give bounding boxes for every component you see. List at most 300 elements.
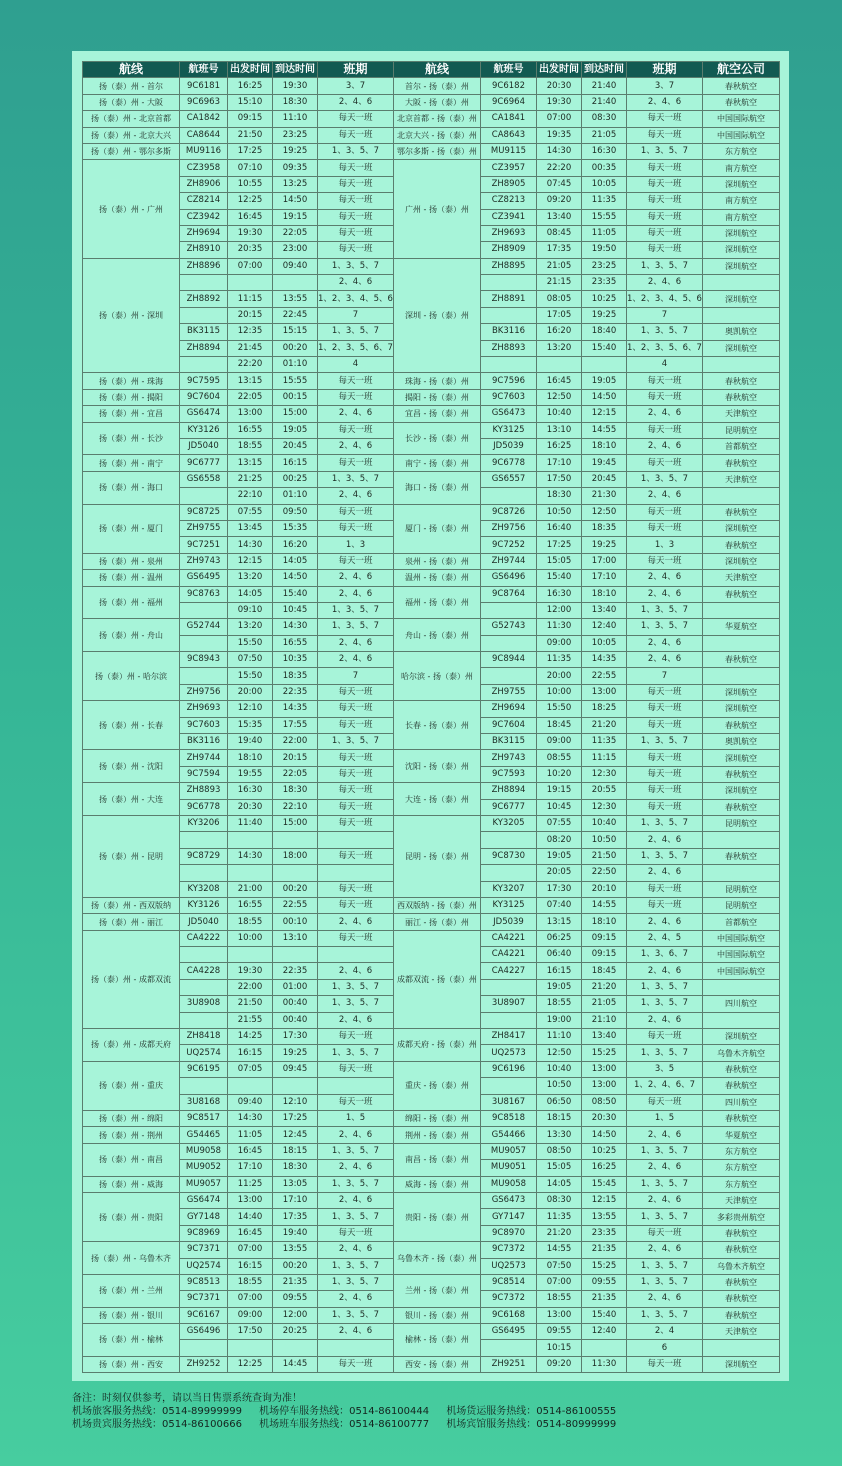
route-out-cell: 扬（泰）州 - 榆林: [83, 1324, 180, 1357]
depart-out-cell: 21:55: [228, 1012, 273, 1028]
depart-in-cell: 21:15: [537, 275, 582, 291]
arrive-out-cell: 22:10: [273, 799, 318, 815]
hotline-cargo: 机场货运服务热线：0514-86100555: [446, 1406, 617, 1417]
airline-cell: 深圳航空: [703, 750, 780, 766]
airline-cell: 春秋航空: [703, 766, 780, 782]
route-in-cell: 荆州 - 扬（泰）州: [394, 1127, 481, 1143]
flight-no-out-cell: 3U8908: [180, 996, 228, 1012]
days-in-cell: 1、3、5、7: [627, 1307, 703, 1323]
days-in-cell: 2、4、6: [627, 1160, 703, 1176]
depart-out-cell: 21:25: [228, 471, 273, 487]
depart-out-cell: 07:55: [228, 504, 273, 520]
depart-out-cell: 12:10: [228, 701, 273, 717]
flight-no-out-cell: UQ2574: [180, 1045, 228, 1061]
route-in-cell: 成都双流 - 扬（泰）州: [394, 930, 481, 1028]
flight-no-out-cell: [180, 488, 228, 504]
days-out-cell: 每天一班: [318, 176, 394, 192]
arrive-out-cell: 09:40: [273, 258, 318, 274]
route-out-cell: 扬（泰）州 - 南宁: [83, 455, 180, 471]
arrive-out-cell: 18:35: [273, 668, 318, 684]
flight-no-in-cell: 9C7603: [481, 389, 537, 405]
depart-out-cell: 13:45: [228, 520, 273, 536]
arrive-in-cell: 10:25: [582, 1143, 627, 1159]
depart-in-cell: 09:55: [537, 1324, 582, 1340]
arrive-in-cell: 15:45: [582, 1176, 627, 1192]
depart-in-cell: 08:45: [537, 225, 582, 241]
arrive-out-cell: 22:05: [273, 766, 318, 782]
days-in-cell: 每天一班: [627, 389, 703, 405]
arrive-out-cell: 22:35: [273, 963, 318, 979]
col-header-airline: 航空公司: [703, 62, 780, 78]
days-in-cell: 2、4、6: [627, 488, 703, 504]
flight-no-in-cell: 9C7372: [481, 1242, 537, 1258]
arrive-out-cell: 14:05: [273, 553, 318, 569]
flight-no-in-cell: 9C6182: [481, 78, 537, 94]
flight-no-in-cell: ZH9743: [481, 750, 537, 766]
table-row: [83, 652, 780, 668]
arrive-out-cell: 15:35: [273, 520, 318, 536]
depart-out-cell: 18:55: [228, 1274, 273, 1290]
airline-cell: 深圳航空: [703, 176, 780, 192]
route-in-cell: 长春 - 扬（泰）州: [394, 701, 481, 750]
route-out-cell: 扬（泰）州 - 温州: [83, 570, 180, 586]
flight-no-in-cell: ZH8905: [481, 176, 537, 192]
airline-cell: [703, 488, 780, 504]
route-out-cell: 扬（泰）州 - 鄂尔多斯: [83, 143, 180, 159]
arrive-in-cell: 13:40: [582, 1029, 627, 1045]
depart-in-cell: 11:10: [537, 1029, 582, 1045]
arrive-out-cell: 01:00: [273, 979, 318, 995]
flight-no-in-cell: MU9057: [481, 1143, 537, 1159]
route-out-cell: 扬（泰）州 - 珠海: [83, 373, 180, 389]
days-in-cell: 每天一班: [627, 684, 703, 700]
route-in-cell: 兰州 - 扬（泰）州: [394, 1274, 481, 1307]
airline-cell: 深圳航空: [703, 225, 780, 241]
table-row: [83, 1176, 780, 1192]
days-out-cell: 每天一班: [318, 930, 394, 946]
depart-out-cell: 21:45: [228, 340, 273, 356]
depart-in-cell: 10:40: [537, 406, 582, 422]
days-in-cell: 1、3、5、7: [627, 258, 703, 274]
arrive-out-cell: 18:00: [273, 848, 318, 864]
depart-out-cell: 13:20: [228, 619, 273, 635]
flight-no-in-cell: ZH9693: [481, 225, 537, 241]
depart-in-cell: 14:30: [537, 143, 582, 159]
arrive-out-cell: 13:55: [273, 1242, 318, 1258]
depart-in-cell: 16:30: [537, 586, 582, 602]
flight-no-in-cell: MU9051: [481, 1160, 537, 1176]
depart-in-cell: 16:40: [537, 520, 582, 536]
airline-cell: 深圳航空: [703, 701, 780, 717]
route-out-cell: 扬（泰）州 - 哈尔滨: [83, 652, 180, 701]
arrive-in-cell: 18:25: [582, 701, 627, 717]
arrive-out-cell: 16:20: [273, 537, 318, 553]
route-out-cell: 扬（泰）州 - 海口: [83, 471, 180, 504]
depart-out-cell: 15:35: [228, 717, 273, 733]
route-out-cell: 扬（泰）州 - 重庆: [83, 1061, 180, 1110]
depart-out-cell: 20:35: [228, 242, 273, 258]
days-out-cell: 每天一班: [318, 684, 394, 700]
flight-no-out-cell: ZH9756: [180, 684, 228, 700]
days-in-cell: 2、4、6: [627, 1012, 703, 1028]
days-in-cell: 2、4、6: [627, 832, 703, 848]
arrive-in-cell: 18:10: [582, 586, 627, 602]
days-out-cell: 每天一班: [318, 766, 394, 782]
route-out-cell: 扬（泰）州 - 威海: [83, 1176, 180, 1192]
flight-no-in-cell: CZ3957: [481, 160, 537, 176]
days-out-cell: 1、3、5、7: [318, 324, 394, 340]
flight-no-in-cell: BK3115: [481, 734, 537, 750]
depart-in-cell: 22:20: [537, 160, 582, 176]
days-out-cell: 每天一班: [318, 389, 394, 405]
depart-out-cell: 20:00: [228, 684, 273, 700]
depart-in-cell: 17:05: [537, 307, 582, 323]
arrive-in-cell: 13:00: [582, 684, 627, 700]
route-out-cell: 扬（泰）州 - 宜昌: [83, 406, 180, 422]
days-in-cell: 1、3、6、7: [627, 947, 703, 963]
arrive-out-cell: 00:20: [273, 1258, 318, 1274]
days-out-cell: 7: [318, 668, 394, 684]
arrive-out-cell: 18:30: [273, 1160, 318, 1176]
days-in-cell: 2、4、6: [627, 438, 703, 454]
flight-no-out-cell: [180, 602, 228, 618]
arrive-in-cell: 12:40: [582, 1324, 627, 1340]
footer-hotline-row-2: [72, 1418, 630, 1431]
days-in-cell: 每天一班: [627, 750, 703, 766]
depart-in-cell: 08:05: [537, 291, 582, 307]
days-out-cell: 2、4、6: [318, 438, 394, 454]
flight-no-in-cell: ZH8895: [481, 258, 537, 274]
flight-no-out-cell: BK3115: [180, 324, 228, 340]
days-in-cell: 每天一班: [627, 373, 703, 389]
route-in-cell: 威海 - 扬（泰）州: [394, 1176, 481, 1192]
flight-no-out-cell: 9C7251: [180, 537, 228, 553]
route-in-cell: 宜昌 - 扬（泰）州: [394, 406, 481, 422]
depart-in-cell: 08:20: [537, 832, 582, 848]
arrive-out-cell: 19:40: [273, 1225, 318, 1241]
depart-out-cell: 13:00: [228, 1192, 273, 1208]
table-row: [83, 422, 780, 438]
arrive-in-cell: 14:35: [582, 652, 627, 668]
flight-no-out-cell: 3U8168: [180, 1094, 228, 1110]
arrive-out-cell: 16:55: [273, 635, 318, 651]
airline-cell: 中国国际航空: [703, 963, 780, 979]
table-row: [83, 1143, 780, 1159]
arrive-out-cell: [273, 865, 318, 881]
days-in-cell: 1、3、5、7: [627, 1258, 703, 1274]
airline-cell: [703, 357, 780, 373]
days-in-cell: 每天一班: [627, 193, 703, 209]
depart-out-cell: [228, 1340, 273, 1356]
arrive-out-cell: 17:10: [273, 1192, 318, 1208]
days-out-cell: 1、3、5、7: [318, 996, 394, 1012]
depart-out-cell: 12:15: [228, 553, 273, 569]
flight-no-out-cell: CZ3958: [180, 160, 228, 176]
route-out-cell: 扬（泰）州 - 福州: [83, 586, 180, 619]
days-out-cell: 每天一班: [318, 897, 394, 913]
arrive-out-cell: 20:25: [273, 1324, 318, 1340]
route-in-cell: 大连 - 扬（泰）州: [394, 783, 481, 816]
days-in-cell: 1、3、5、7: [627, 1274, 703, 1290]
airline-cell: 四川航空: [703, 1094, 780, 1110]
arrive-out-cell: 23:00: [273, 242, 318, 258]
route-out-cell: 扬（泰）州 - 舟山: [83, 619, 180, 652]
arrive-out-cell: 12:45: [273, 1127, 318, 1143]
arrive-in-cell: 09:15: [582, 930, 627, 946]
days-out-cell: 每天一班: [318, 193, 394, 209]
arrive-in-cell: 17:00: [582, 553, 627, 569]
depart-in-cell: 13:00: [537, 1307, 582, 1323]
days-in-cell: 1、3、5、7: [627, 848, 703, 864]
airline-cell: 春秋航空: [703, 1274, 780, 1290]
arrive-in-cell: 13:55: [582, 1209, 627, 1225]
flight-no-in-cell: 9C6778: [481, 455, 537, 471]
airline-cell: 乌鲁木齐航空: [703, 1258, 780, 1274]
table-row: [83, 1192, 780, 1208]
airline-cell: 春秋航空: [703, 1242, 780, 1258]
route-out-cell: 扬（泰）州 - 深圳: [83, 258, 180, 373]
route-in-cell: 贵阳 - 扬（泰）州: [394, 1192, 481, 1241]
flight-no-out-cell: [180, 832, 228, 848]
days-out-cell: 每天一班: [318, 701, 394, 717]
arrive-out-cell: 00:40: [273, 996, 318, 1012]
flight-no-in-cell: 9C8944: [481, 652, 537, 668]
days-in-cell: 2、4、6: [627, 570, 703, 586]
flight-no-in-cell: [481, 832, 537, 848]
arrive-out-cell: 16:15: [273, 455, 318, 471]
airline-cell: [703, 979, 780, 995]
airline-cell: 昆明航空: [703, 881, 780, 897]
depart-in-cell: 21:05: [537, 258, 582, 274]
depart-in-cell: 08:30: [537, 1192, 582, 1208]
depart-out-cell: 11:25: [228, 1176, 273, 1192]
days-in-cell: 1、2、4、6、7: [627, 1078, 703, 1094]
arrive-out-cell: 17:30: [273, 1029, 318, 1045]
depart-in-cell: 07:50: [537, 1258, 582, 1274]
depart-out-cell: 21:00: [228, 881, 273, 897]
depart-out-cell: 22:05: [228, 389, 273, 405]
arrive-out-cell: 13:10: [273, 930, 318, 946]
depart-out-cell: 16:55: [228, 897, 273, 913]
flight-no-out-cell: GS6474: [180, 406, 228, 422]
days-out-cell: 2、4、6: [318, 570, 394, 586]
days-out-cell: 每天一班: [318, 553, 394, 569]
flight-no-in-cell: GS6473: [481, 1192, 537, 1208]
route-out-cell: 扬（泰）州 - 兰州: [83, 1274, 180, 1307]
flight-no-in-cell: CA1841: [481, 111, 537, 127]
flight-no-in-cell: ZH8894: [481, 783, 537, 799]
depart-out-cell: 10:00: [228, 930, 273, 946]
depart-in-cell: 09:20: [537, 193, 582, 209]
flight-no-in-cell: MU9058: [481, 1176, 537, 1192]
depart-out-cell: 19:30: [228, 963, 273, 979]
airline-cell: 深圳航空: [703, 340, 780, 356]
table-row: [83, 570, 780, 586]
flight-no-out-cell: CZ8214: [180, 193, 228, 209]
arrive-in-cell: 22:50: [582, 865, 627, 881]
arrive-out-cell: 22:45: [273, 307, 318, 323]
days-in-cell: 1、3、5、7: [627, 1143, 703, 1159]
flight-no-in-cell: [481, 307, 537, 323]
depart-out-cell: 10:55: [228, 176, 273, 192]
days-in-cell: 每天一班: [627, 1356, 703, 1372]
depart-in-cell: 09:20: [537, 1356, 582, 1372]
arrive-in-cell: 17:10: [582, 570, 627, 586]
arrive-out-cell: 00:10: [273, 914, 318, 930]
arrive-in-cell: 13:00: [582, 1078, 627, 1094]
days-in-cell: 2、4、6: [627, 406, 703, 422]
arrive-out-cell: 00:40: [273, 1012, 318, 1028]
arrive-in-cell: [582, 357, 627, 373]
depart-out-cell: 07:00: [228, 1291, 273, 1307]
days-out-cell: 每天一班: [318, 127, 394, 143]
flight-no-out-cell: [180, 668, 228, 684]
table-row: [83, 586, 780, 602]
arrive-out-cell: 17:55: [273, 717, 318, 733]
flight-no-out-cell: CA1842: [180, 111, 228, 127]
route-in-cell: 西双版纳 - 扬（泰）州: [394, 897, 481, 913]
depart-in-cell: 17:30: [537, 881, 582, 897]
table-row: [83, 1307, 780, 1323]
flight-no-in-cell: ZH9755: [481, 684, 537, 700]
flight-no-out-cell: ZH9743: [180, 553, 228, 569]
flight-no-in-cell: CA4221: [481, 947, 537, 963]
flight-no-in-cell: [481, 979, 537, 995]
days-in-cell: 每天一班: [627, 504, 703, 520]
airline-cell: 春秋航空: [703, 652, 780, 668]
depart-in-cell: 19:05: [537, 979, 582, 995]
days-in-cell: 1、3、5、7: [627, 815, 703, 831]
depart-out-cell: 12:35: [228, 324, 273, 340]
flight-no-out-cell: ZH9252: [180, 1356, 228, 1372]
flight-no-in-cell: KY3125: [481, 897, 537, 913]
arrive-out-cell: [273, 275, 318, 291]
flight-no-out-cell: [180, 979, 228, 995]
route-out-cell: 扬（泰）州 - 荆州: [83, 1127, 180, 1143]
arrive-in-cell: 21:20: [582, 979, 627, 995]
route-in-cell: 首尔 - 扬（泰）州: [394, 78, 481, 94]
days-in-cell: 每天一班: [627, 1094, 703, 1110]
depart-in-cell: 20:30: [537, 78, 582, 94]
flight-no-out-cell: MU9058: [180, 1143, 228, 1159]
days-out-cell: 1、3、5、7: [318, 1274, 394, 1290]
depart-out-cell: 14:30: [228, 1111, 273, 1127]
route-in-cell: 西安 - 扬（泰）州: [394, 1356, 481, 1372]
arrive-in-cell: 00:35: [582, 160, 627, 176]
days-in-cell: 1、3、5、7: [627, 471, 703, 487]
arrive-in-cell: 19:45: [582, 455, 627, 471]
depart-in-cell: 10:00: [537, 684, 582, 700]
arrive-out-cell: 13:05: [273, 1176, 318, 1192]
depart-out-cell: [228, 1078, 273, 1094]
route-out-cell: 扬（泰）州 - 成都天府: [83, 1029, 180, 1062]
days-in-cell: 2、4: [627, 1324, 703, 1340]
days-in-cell: 1、3、5、7: [627, 996, 703, 1012]
airline-cell: 天津航空: [703, 1192, 780, 1208]
arrive-in-cell: 12:30: [582, 766, 627, 782]
route-in-cell: 哈尔滨 - 扬（泰）州: [394, 652, 481, 701]
flight-no-in-cell: 9C6196: [481, 1061, 537, 1077]
depart-in-cell: 19:00: [537, 1012, 582, 1028]
flight-no-out-cell: ZH9693: [180, 701, 228, 717]
arrive-out-cell: 14:50: [273, 570, 318, 586]
flight-no-in-cell: [481, 668, 537, 684]
days-out-cell: 1、5: [318, 1111, 394, 1127]
arrive-in-cell: 18:40: [582, 324, 627, 340]
arrive-out-cell: 00:20: [273, 881, 318, 897]
route-out-cell: 扬（泰）州 - 广州: [83, 160, 180, 258]
days-out-cell: 2、4、6: [318, 275, 394, 291]
flight-no-in-cell: GS6496: [481, 570, 537, 586]
airline-cell: 天津航空: [703, 1324, 780, 1340]
flight-no-in-cell: ZH9756: [481, 520, 537, 536]
flight-no-in-cell: CZ8213: [481, 193, 537, 209]
table-row: [83, 619, 780, 635]
depart-out-cell: [228, 947, 273, 963]
table-row: [83, 783, 780, 799]
days-out-cell: 每天一班: [318, 1061, 394, 1077]
depart-in-cell: 09:00: [537, 734, 582, 750]
days-out-cell: 每天一班: [318, 750, 394, 766]
airline-cell: 春秋航空: [703, 78, 780, 94]
arrive-in-cell: 15:25: [582, 1045, 627, 1061]
days-in-cell: 每天一班: [627, 422, 703, 438]
depart-in-cell: 13:30: [537, 1127, 582, 1143]
airline-cell: 南方航空: [703, 209, 780, 225]
depart-out-cell: 21:50: [228, 127, 273, 143]
depart-out-cell: 22:10: [228, 488, 273, 504]
airline-cell: 东方航空: [703, 1176, 780, 1192]
airline-cell: 首都航空: [703, 914, 780, 930]
days-in-cell: 1、3: [627, 537, 703, 553]
days-in-cell: 3、5: [627, 1061, 703, 1077]
depart-in-cell: 10:45: [537, 799, 582, 815]
flight-no-out-cell: 9C6167: [180, 1307, 228, 1323]
days-in-cell: 2、4、6: [627, 865, 703, 881]
days-out-cell: 每天一班: [318, 373, 394, 389]
route-out-cell: 扬（泰）州 - 首尔: [83, 78, 180, 94]
arrive-out-cell: 11:10: [273, 111, 318, 127]
flight-no-in-cell: 9C7596: [481, 373, 537, 389]
flight-no-out-cell: KY3208: [180, 881, 228, 897]
days-out-cell: 1、3、5、7: [318, 1258, 394, 1274]
days-out-cell: 1、3、5、7: [318, 1176, 394, 1192]
arrive-out-cell: [273, 832, 318, 848]
depart-in-cell: 15:40: [537, 570, 582, 586]
arrive-in-cell: 19:50: [582, 242, 627, 258]
days-out-cell: 1、3、5、7: [318, 1307, 394, 1323]
table-row: [83, 258, 780, 274]
flight-no-in-cell: ZH9744: [481, 553, 537, 569]
flight-no-out-cell: 9C8517: [180, 1111, 228, 1127]
airline-cell: [703, 1340, 780, 1356]
table-row: [83, 1274, 780, 1290]
days-in-cell: 每天一班: [627, 881, 703, 897]
days-out-cell: 1、3、5、7: [318, 619, 394, 635]
depart-out-cell: 16:30: [228, 783, 273, 799]
depart-out-cell: 14:25: [228, 1029, 273, 1045]
route-in-cell: 鄂尔多斯 - 扬（泰）州: [394, 143, 481, 159]
flight-no-out-cell: CA8644: [180, 127, 228, 143]
arrive-out-cell: 09:45: [273, 1061, 318, 1077]
days-out-cell: 每天一班: [318, 799, 394, 815]
depart-out-cell: 15:50: [228, 635, 273, 651]
days-in-cell: 2、4、6: [627, 1192, 703, 1208]
arrive-in-cell: 18:10: [582, 438, 627, 454]
arrive-in-cell: 12:50: [582, 504, 627, 520]
arrive-in-cell: 15:55: [582, 209, 627, 225]
table-row: [83, 1356, 780, 1372]
